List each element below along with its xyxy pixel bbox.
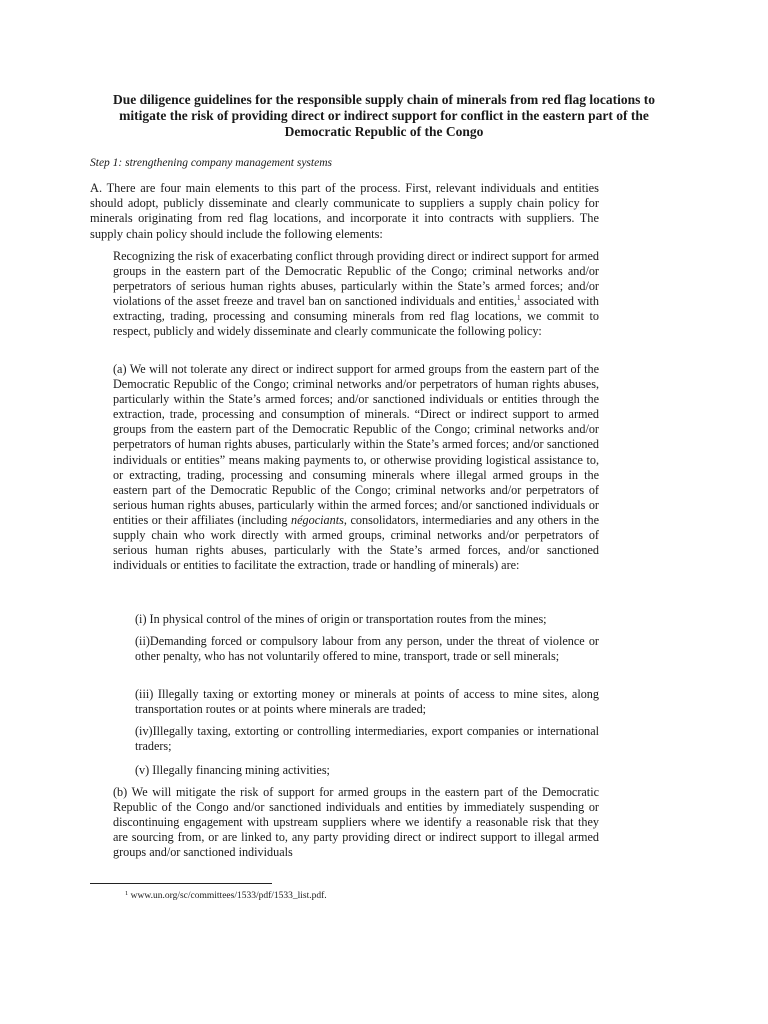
paragraph-a: A. There are four main elements to this part of the process. First, relevant individuals and entities should adopt, publicly disseminate and clearly communicate to suppliers a supply chain policy for minerals originating from red flag locations, and incorporate it into contracts with suppliers. The supply chain policy should include the following elements: [90, 181, 599, 241]
sub-item-v: (v) Illegally financing mining activities; [135, 763, 330, 777]
footnote-divider [90, 883, 272, 884]
footnote-reference[interactable]: 1 [517, 294, 521, 303]
item-a-text-cont: , consolidators, intermediaries and any others in the supply chain who work directly with armed groups, criminal networks and/or perpetrators of serious human rights abuses, particularly with the State’s armed forces, and/or sanctioned individuals or entities to facilitate the extraction, trade or handling of minerals) are: [113, 512, 599, 573]
footnote-link[interactable]: www.un.org/sc/committees/1533/pdf/1533_list.pdf. [130, 891, 327, 901]
step-heading: Step 1: strengthening company management systems [90, 157, 332, 169]
sub-item-iii: (iii) Illegally taxing or extorting money or minerals at points of access to mine sites, along transportation routes or at points where minerals are traded; [135, 687, 599, 717]
sub-item-i: (i) In physical control of the mines of origin or transportation routes from the mines; [135, 612, 547, 626]
document-title: Due diligence guidelines for the responsible supply chain of minerals from red flag locations to mitigate the risk of providing direct or indirect support for conflict in the eastern part of the Democratic Republic of the Congo [112, 92, 656, 139]
sub-item-ii: (ii)Demanding forced or compulsory labour from any person, under the threat of violence or other penalty, who has not voluntarily offered to mine, transport, trade or sell minerals; [135, 634, 599, 664]
sub-item-iv: (iv)Illegally taxing, extorting or controlling intermediaries, export companies or international traders; [135, 724, 599, 754]
footnote-number: 1 [125, 890, 129, 897]
policy-item-b: (b) We will mitigate the risk of support for armed groups in the eastern part of the Democratic Republic of the Congo and/or sanctioned individuals and entities by immediately suspending or discontinuing engagement with upstream suppliers where we identify a reasonable risk that they are sourcing from, or are linked to, any party providing direct or indirect support to illegal armed groups and/or sanctioned individuals [113, 785, 599, 860]
item-a-text: (a) We will not tolerate any direct or indirect support for armed groups from the eastern part of the Democratic Republic of the Congo; criminal networks and/or perpetrators of human rights abuses, particularly within the State’s armed forces; and/or sanctioned individuals or entities through the extraction, trade, processing and consumption of minerals. “Direct or indirect support to armed groups from the eastern part of the Democratic Republic of the Congo; criminal networks and/or perpetrators of human rights abuses, particularly within the State’s armed forces; and/or sanctioned individuals or entities” means making payments to, or otherwise providing logistical assistance to, or extracting, trading, processing and consuming minerals where illegal armed groups in the eastern part of the Democratic Republic of the Congo; criminal networks and/or perpetrators of serious human rights abuses, particularly within the armed forces; and/or sanctioned individuals or entities or their affiliates (including [113, 362, 599, 527]
policy-item-a [113, 362, 599, 573]
item-a-italic-term: négociants [291, 512, 344, 527]
policy-intro [113, 249, 599, 340]
policy-intro-text: Recognizing the risk of exacerbating conflict through providing direct or indirect support for armed groups in the eastern part of the Democratic Republic of the Congo; criminal networks and/or perpetrators of serious human rights abuses, particularly within the State’s armed forces; and/or violations of the asset freeze and travel ban on sanctioned individuals and entities, [113, 249, 599, 309]
policy-intro-text-cont: associated with extracting, trading, processing and consuming minerals from red flag locations, we commit to respect, publicly and widely disseminate and clearly communicate the following policy: [113, 294, 599, 339]
footnote [125, 891, 327, 901]
